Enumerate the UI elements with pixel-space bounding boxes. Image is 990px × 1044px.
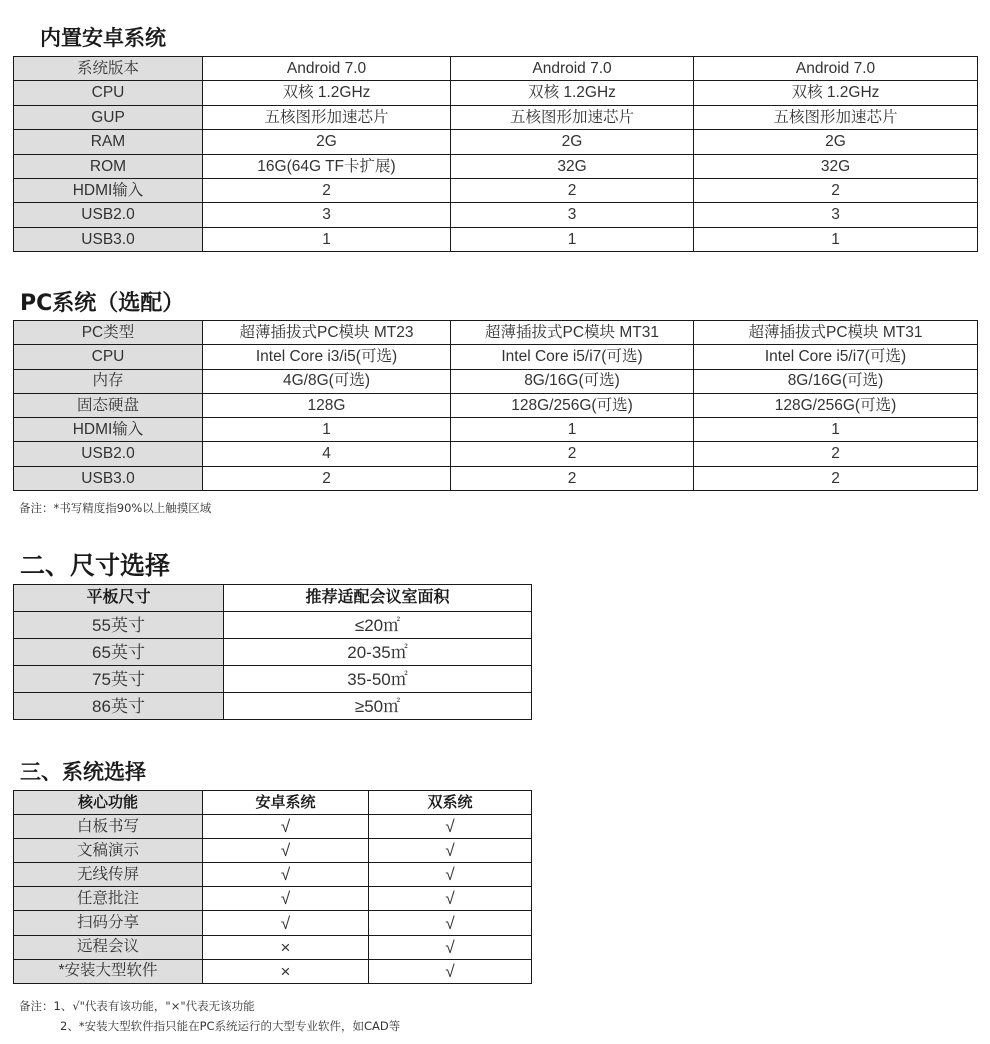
feature-row xyxy=(14,815,532,839)
system-note-1: 备注：1、√"代表有该功能，"×"代表无该功能 xyxy=(19,999,255,1013)
dual-support-cell: √ xyxy=(369,935,532,959)
spec-label: 系统版本 xyxy=(14,57,203,81)
feature-cell: *安装大型软件 xyxy=(14,959,203,983)
spec-value-model-1: 2 xyxy=(203,466,451,490)
feature-cell: 无线传屏 xyxy=(14,863,203,887)
spec-value-model-3: 2G xyxy=(694,130,978,154)
feature-header-cell: 核心功能 xyxy=(14,791,203,815)
spec-value-model-3: 双核 1.2GHz xyxy=(694,81,978,105)
area-header-cell: 推荐适配会议室面积 xyxy=(224,585,532,612)
spec-value-model-3: 1 xyxy=(694,418,978,442)
spec-row xyxy=(14,178,978,202)
spec-value-model-3: 2 xyxy=(694,442,978,466)
spec-value-model-2: 2 xyxy=(451,442,694,466)
spec-value-model-2: 五核图形加速芯片 xyxy=(451,105,694,129)
feature-cell: 白板书写 xyxy=(14,815,203,839)
system-table-header-row xyxy=(14,791,532,815)
spec-value-model-1: Android 7.0 xyxy=(203,57,451,81)
feature-cell: 任意批注 xyxy=(14,887,203,911)
feature-row xyxy=(14,959,532,983)
feature-cell: 扫码分享 xyxy=(14,911,203,935)
size-cell: 75英寸 xyxy=(14,666,224,693)
system-note-2: 2、*安装大型软件指只能在PC系统运行的大型专业软件，如CAD等 xyxy=(60,1019,401,1033)
spec-value-model-1: 1 xyxy=(203,418,451,442)
spec-value-model-1: 双核 1.2GHz xyxy=(203,81,451,105)
spec-value-model-2: 8G/16G(可选) xyxy=(451,369,694,393)
spec-value-model-3: 3 xyxy=(694,203,978,227)
spec-value-model-3: 1 xyxy=(694,227,978,251)
pc-spec-table xyxy=(13,320,978,491)
system-table xyxy=(13,790,532,984)
spec-row xyxy=(14,369,978,393)
dual-header-cell: 双系统 xyxy=(369,791,532,815)
spec-value-model-3: Intel Core i5/i7(可选) xyxy=(694,345,978,369)
size-table-body xyxy=(14,612,532,720)
spec-row xyxy=(14,227,978,251)
spec-value-model-1: 2 xyxy=(203,178,451,202)
spec-label: HDMI输入 xyxy=(14,178,203,202)
dual-support-cell: √ xyxy=(369,863,532,887)
spec-label: USB2.0 xyxy=(14,442,203,466)
feature-cell: 远程会议 xyxy=(14,935,203,959)
size-row xyxy=(14,639,532,666)
spec-value-model-2: 128G/256G(可选) xyxy=(451,393,694,417)
spec-row xyxy=(14,130,978,154)
spec-value-model-2: 1 xyxy=(451,227,694,251)
size-table xyxy=(13,584,532,720)
spec-value-model-1: 超薄插拔式PC模块 MT23 xyxy=(203,321,451,345)
spec-row xyxy=(14,81,978,105)
feature-row xyxy=(14,839,532,863)
size-row xyxy=(14,666,532,693)
spec-value-model-1: Intel Core i3/i5(可选) xyxy=(203,345,451,369)
spec-value-model-2: 3 xyxy=(451,203,694,227)
dual-support-cell: √ xyxy=(369,887,532,911)
spec-label: USB3.0 xyxy=(14,466,203,490)
spec-value-model-3: 2 xyxy=(694,466,978,490)
feature-row xyxy=(14,935,532,959)
size-cell: 65英寸 xyxy=(14,639,224,666)
spec-row xyxy=(14,418,978,442)
size-cell: 86英寸 xyxy=(14,693,224,720)
spec-value-model-1: 五核图形加速芯片 xyxy=(203,105,451,129)
area-cell: ≥50㎡ xyxy=(224,693,532,720)
size-row xyxy=(14,693,532,720)
section-title-pc: PC系统（选配） xyxy=(20,291,185,316)
android-support-cell: × xyxy=(203,959,369,983)
spec-row xyxy=(14,203,978,227)
size-header-cell: 平板尺寸 xyxy=(14,585,224,612)
spec-label: ROM xyxy=(14,154,203,178)
dual-support-cell: √ xyxy=(369,839,532,863)
spec-label: CPU xyxy=(14,81,203,105)
spec-row xyxy=(14,105,978,129)
spec-label: GUP xyxy=(14,105,203,129)
spec-value-model-2: 2 xyxy=(451,466,694,490)
android-support-cell: √ xyxy=(203,911,369,935)
pc-spec-body xyxy=(14,321,978,491)
spec-value-model-3: 8G/16G(可选) xyxy=(694,369,978,393)
android-support-cell: √ xyxy=(203,887,369,911)
spec-label: RAM xyxy=(14,130,203,154)
android-support-cell: × xyxy=(203,935,369,959)
android-support-cell: √ xyxy=(203,815,369,839)
dual-support-cell: √ xyxy=(369,815,532,839)
spec-value-model-2: 1 xyxy=(451,418,694,442)
android-support-cell: √ xyxy=(203,839,369,863)
spec-label: 固态硬盘 xyxy=(14,393,203,417)
section-title-system: 三、系统选择 xyxy=(20,760,146,784)
area-cell: 20-35㎡ xyxy=(224,639,532,666)
area-cell: ≤20㎡ xyxy=(224,612,532,639)
spec-value-model-3: Android 7.0 xyxy=(694,57,978,81)
system-table-body xyxy=(14,815,532,984)
spec-value-model-2: Android 7.0 xyxy=(451,57,694,81)
spec-value-model-3: 五核图形加速芯片 xyxy=(694,105,978,129)
spec-value-model-1: 4 xyxy=(203,442,451,466)
spec-value-model-3: 2 xyxy=(694,178,978,202)
android-header-cell: 安卓系统 xyxy=(203,791,369,815)
spec-value-model-2: 2G xyxy=(451,130,694,154)
section-title-android: 内置安卓系统 xyxy=(40,26,166,50)
size-row xyxy=(14,612,532,639)
spec-value-model-2: 32G xyxy=(451,154,694,178)
spec-label: HDMI输入 xyxy=(14,418,203,442)
size-cell: 55英寸 xyxy=(14,612,224,639)
spec-value-model-2: 超薄插拔式PC模块 MT31 xyxy=(451,321,694,345)
spec-label: CPU xyxy=(14,345,203,369)
area-cell: 35-50㎡ xyxy=(224,666,532,693)
spec-value-model-2: 双核 1.2GHz xyxy=(451,81,694,105)
spec-value-model-2: 2 xyxy=(451,178,694,202)
spec-row xyxy=(14,57,978,81)
feature-row xyxy=(14,863,532,887)
size-table-header-row xyxy=(14,585,532,612)
spec-value-model-1: 128G xyxy=(203,393,451,417)
spec-label: USB2.0 xyxy=(14,203,203,227)
spec-value-model-1: 3 xyxy=(203,203,451,227)
feature-row xyxy=(14,911,532,935)
android-spec-table xyxy=(13,56,978,252)
dual-support-cell: √ xyxy=(369,959,532,983)
spec-row xyxy=(14,393,978,417)
dual-support-cell: √ xyxy=(369,911,532,935)
spec-label: 内存 xyxy=(14,369,203,393)
spec-row xyxy=(14,466,978,490)
spec-value-model-3: 128G/256G(可选) xyxy=(694,393,978,417)
android-support-cell: √ xyxy=(203,863,369,887)
spec-row xyxy=(14,442,978,466)
spec-label: USB3.0 xyxy=(14,227,203,251)
spec-row xyxy=(14,321,978,345)
spec-label: PC类型 xyxy=(14,321,203,345)
spec-value-model-1: 2G xyxy=(203,130,451,154)
feature-cell: 文稿演示 xyxy=(14,839,203,863)
spec-value-model-3: 超薄插拔式PC模块 MT31 xyxy=(694,321,978,345)
pc-note: 备注：*书写精度指90%以上触摸区域 xyxy=(19,501,212,515)
spec-row xyxy=(14,345,978,369)
spec-value-model-1: 4G/8G(可选) xyxy=(203,369,451,393)
section-title-size: 二、尺寸选择 xyxy=(20,551,171,580)
feature-row xyxy=(14,887,532,911)
spec-value-model-1: 1 xyxy=(203,227,451,251)
android-spec-body xyxy=(14,57,978,252)
spec-value-model-3: 32G xyxy=(694,154,978,178)
spec-value-model-2: Intel Core i5/i7(可选) xyxy=(451,345,694,369)
spec-value-model-1: 16G(64G TF卡扩展) xyxy=(203,154,451,178)
spec-row xyxy=(14,154,978,178)
